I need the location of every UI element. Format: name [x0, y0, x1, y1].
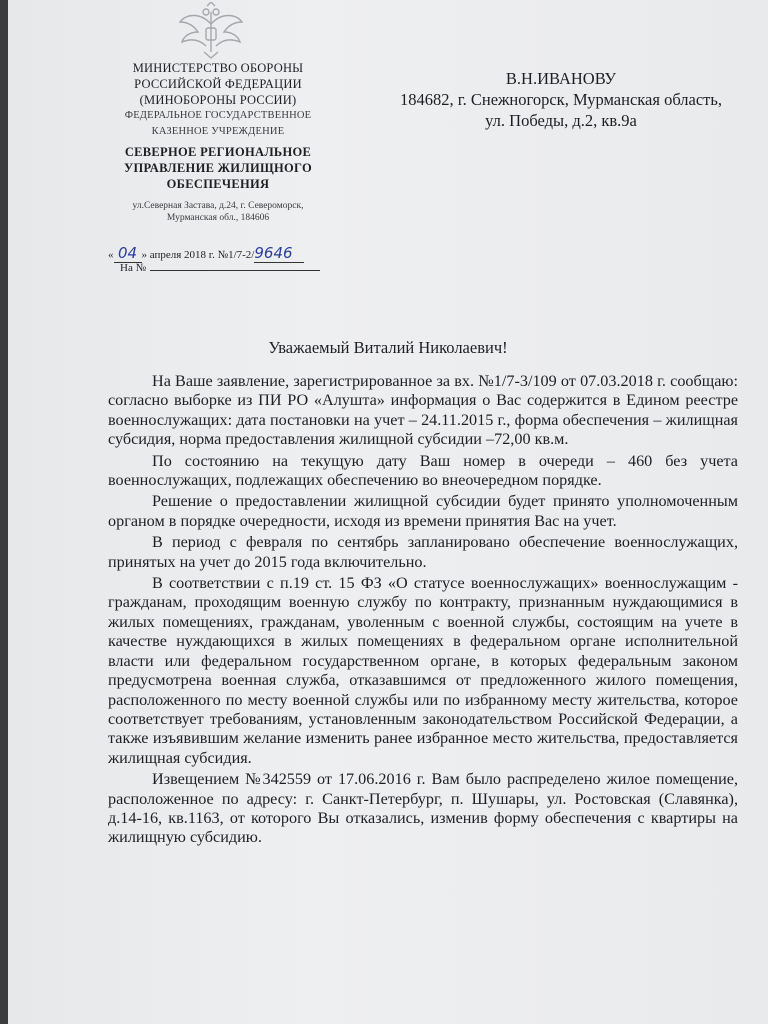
quote-open: «	[108, 249, 114, 261]
department-name-line: УПРАВЛЕНИЕ ЖИЛИЩНОГО	[123, 161, 313, 175]
department-name-line: ОБЕСПЕЧЕНИЯ	[166, 177, 270, 191]
recipient-name: В.Н.ИВАНОВУ	[505, 69, 617, 88]
org-name-line: МИНИСТЕРСТВО ОБОРОНЫ	[132, 61, 304, 75]
handwritten-outgoing-number: 9646	[254, 244, 304, 263]
recipient-address-line: ул. Победы, д.2, кв.9а	[485, 111, 637, 130]
letter-greeting: Уважаемый Виталий Николаевич!	[268, 338, 508, 357]
org-name-line: РОССИЙСКОЙ ФЕДЕРАЦИИ	[134, 77, 302, 91]
recipient-block	[376, 68, 746, 131]
quote-close: »	[141, 249, 147, 261]
sender-address-line: ул.Северная Застава, д.24, г. Североморск,	[132, 201, 304, 211]
sender-address	[98, 200, 338, 224]
body-paragraph: На Ваше заявление, зарегистрированное за вх. №1/7-3/109 от 07.03.2018 г. сообщаю: согласно выборке из ПИ РО «Алушта» информация о Вас содержится в Едином реестре военнослужащих: дата постановки на учет – 24.11.2015 г., форма обеспечения – жилищная субсидия, норма предоставления жилищной субсидии –72,00 кв.м.	[108, 372, 738, 449]
org-type-line: ФЕДЕРАЛЬНОЕ ГОСУДАРСТВЕННОЕ	[124, 110, 312, 121]
org-type-line: КАЗЕННОЕ УЧРЕЖДЕНИЕ	[151, 126, 285, 137]
registration-number-line	[108, 244, 304, 263]
body-paragraph: Извещением №342559 от 17.06.2016 г. Вам было распределено жилое помещение, расположенное по адресу: г. Санкт-Петербург, п. Шушары, ул. Ростовская (Славянка), д.14-16, кв.1163, от которого Вы отказались, изменив форму обеспечения с квартиры на жилищную субсидию.	[108, 770, 738, 847]
sender-address-line: Мурманская обл., 184606	[166, 213, 270, 223]
handwritten-day: 04	[114, 244, 142, 263]
body-paragraph: Решение о предоставлении жилищной субсидии будет принято уполномоченным органом в порядке очередности, исходя из времени принятия Вас на учет.	[108, 492, 738, 530]
letter-body	[108, 372, 738, 850]
reference-number-blank	[150, 270, 320, 271]
recipient-address-line: 184682, г. Снежногорск, Мурманская область,	[399, 90, 723, 109]
double-headed-eagle-emblem-icon	[176, 2, 246, 60]
letter-page	[8, 0, 768, 1024]
department-name-line: СЕВЕРНОЕ РЕГИОНАЛЬНОЕ	[124, 145, 312, 159]
reference-number-label: На №	[120, 262, 147, 274]
body-paragraph: В период с февраля по сентябрь запланировано обеспечение военнослужащих, принятых на учет до 2015 года включительно.	[108, 533, 738, 571]
reference-number-line	[120, 262, 320, 274]
registration-date-text: апреля 2018 г. №1/7-2/	[149, 249, 255, 261]
sender-organization-block	[98, 60, 338, 224]
org-name-line: (МИНОБОРОНЫ РОССИИ)	[139, 93, 297, 107]
body-paragraph: В соответствии с п.19 ст. 15 ФЗ «О статусе военнослужащих» военнослужащим - гражданам, проходящим военную службу по контракту, признанным нуждающимися в жилых помещениях, гражданам, уволенным с военной службы, состоящим на учете в качестве нуждающихся в жилых помещениях в федеральном органе исполнительной власти или федеральном государственном органе, в которых федеральным законом предусмотрена военная служба, отказавшимся от предложенного жилого помещения, расположенного по месту военной службы или по избранному месту жительства, которое соответствует требованиям, установленным законодательством Российской Федерации, а также изъявившим желание изменить ранее избранное место жительства, предоставляется жилищная субсидия.	[108, 574, 738, 767]
body-paragraph: По состоянию на текущую дату Ваш номер в очереди – 460 без учета военнослужащих, подлежащих обеспечению во внеочередном порядке.	[108, 451, 738, 490]
